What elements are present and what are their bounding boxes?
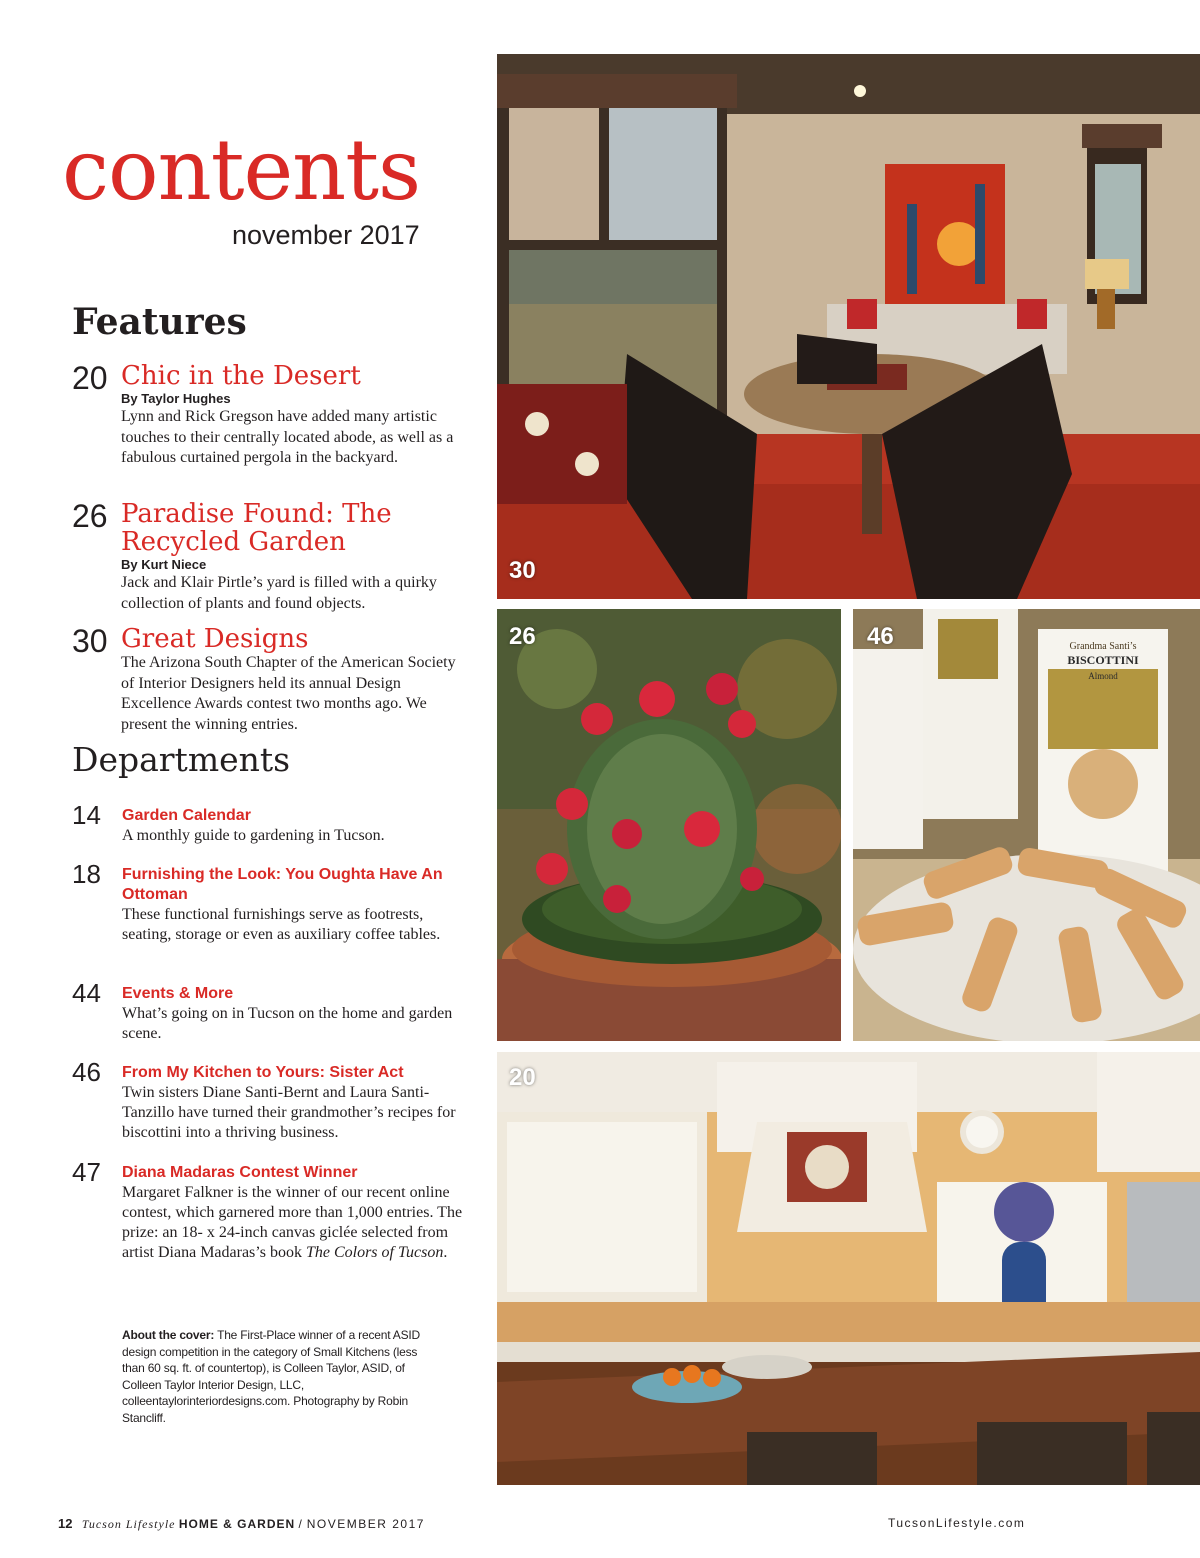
byline: By Taylor Hughes [121, 391, 231, 406]
feature-description: Lynn and Rick Gregson have added many artistic touches to their centrally located abode, as well as a fabulous curtained pergola in the backyard. [121, 408, 454, 466]
department-title[interactable]: Garden Calendar [122, 807, 251, 824]
feature-title[interactable]: Great Designs [121, 624, 309, 654]
feature-item[interactable] [72, 500, 472, 614]
living-room-illustration [497, 54, 1200, 599]
department-title[interactable]: From My Kitchen to Yours: Sister Act [122, 1064, 404, 1081]
page-number: 47 [72, 1157, 101, 1187]
department-item[interactable] [72, 800, 472, 846]
page-number: 20 [72, 360, 108, 396]
department-description: Twin sisters Diane Santi-Bernt and Laura Santi-Tanzillo have turned their grandmother’s recipes for biscottini into a thriving business. [122, 1084, 456, 1141]
about-label: About the cover: [122, 1328, 215, 1342]
feature-description: Jack and Klair Pirtle’s yard is filled with a quirky collection of plants and found objects. [121, 574, 437, 612]
kitchen-illustration [497, 1052, 1200, 1485]
issue-date: november 2017 [232, 220, 420, 250]
features-heading: Features [72, 301, 247, 343]
page-number: 18 [72, 859, 101, 889]
page-number: 46 [72, 1057, 101, 1087]
footer-month: NOVEMBER 2017 [306, 1517, 425, 1531]
footer-magazine: Tucson Lifestyle [81, 1517, 176, 1531]
footer-website[interactable]: TucsonLifestyle.com [888, 1516, 1026, 1530]
footer-separator: / [298, 1517, 304, 1531]
department-title[interactable]: Furnishing the Look: You Oughta Have An Ottoman [122, 866, 443, 903]
about-the-cover [122, 1327, 442, 1426]
biscotti-photo[interactable] [853, 609, 1200, 1041]
biscotti-illustration [853, 609, 1200, 1041]
photo-page-label: 26 [509, 623, 536, 650]
book-title: The Colors of Tucson [305, 1244, 444, 1261]
feature-description: The Arizona South Chapter of the American Society of Interior Designers held its annual Design Excellence Awards contest two months ago. We present the winning entries. [121, 654, 456, 733]
feature-title[interactable]: Chic in the Desert [121, 361, 361, 391]
living-room-photo[interactable] [497, 54, 1200, 599]
departments-heading: Departments [72, 740, 291, 779]
photo-page-label: 30 [509, 557, 536, 584]
page-number: 44 [72, 978, 101, 1008]
department-item[interactable] [72, 978, 472, 1044]
page-title: contents [62, 121, 421, 219]
department-item[interactable] [72, 1057, 472, 1143]
photo-page-label: 46 [867, 623, 894, 650]
byline: By Kurt Niece [121, 557, 207, 572]
bag-product-text: BISCOTTINI [1067, 653, 1139, 667]
page-number: 30 [72, 623, 108, 659]
about-text: The First-Place winner of a recent ASID design competition in the category of Small Kitchens (less than 60 sq. ft. of countertop), is Colleen Taylor, ASID, of Colleen Taylor Interior Design, LLC, colleentaylorinteriordesigns.com. Photography by Robin Stancliff. [122, 1328, 421, 1425]
page-number: 14 [72, 800, 101, 830]
kitchen-photo[interactable] [497, 1052, 1200, 1485]
department-description: What’s going on in Tucson on the home and garden scene. [122, 1005, 453, 1042]
footer-page-number: 12 [58, 1516, 73, 1531]
department-description: These functional furnishings serve as footrests, seating, storage or even as auxiliary coffee tables. [122, 906, 441, 943]
page-number: 26 [72, 498, 108, 534]
feature-item[interactable] [72, 362, 472, 469]
bag-flavor-text: Almond [1088, 671, 1118, 681]
department-item[interactable] [72, 859, 472, 945]
footer-folio [58, 1516, 425, 1532]
department-description: A monthly guide to gardening in Tucson. [122, 827, 385, 844]
bag-brand-text: Grandma Santi’s [1069, 641, 1137, 652]
feature-title[interactable]: Paradise Found: The Recycled Garden [121, 499, 392, 557]
cactus-illustration [497, 609, 841, 1041]
department-title[interactable]: Events & More [122, 985, 234, 1002]
department-item[interactable] [72, 1157, 472, 1263]
department-description: Margaret Falkner is the winner of our recent online contest, which garnered more than 1,000 entries. The prize: an 18- x 24-inch canvas giclée selected from artist Diana Madaras’s book The Colors of Tucson. [122, 1184, 463, 1261]
department-title[interactable]: Diana Madaras Contest Winner [122, 1164, 358, 1181]
cactus-photo[interactable] [497, 609, 841, 1041]
feature-item[interactable] [72, 625, 472, 735]
photo-page-label: 20 [509, 1064, 536, 1091]
footer-section: HOME & GARDEN [178, 1517, 296, 1531]
